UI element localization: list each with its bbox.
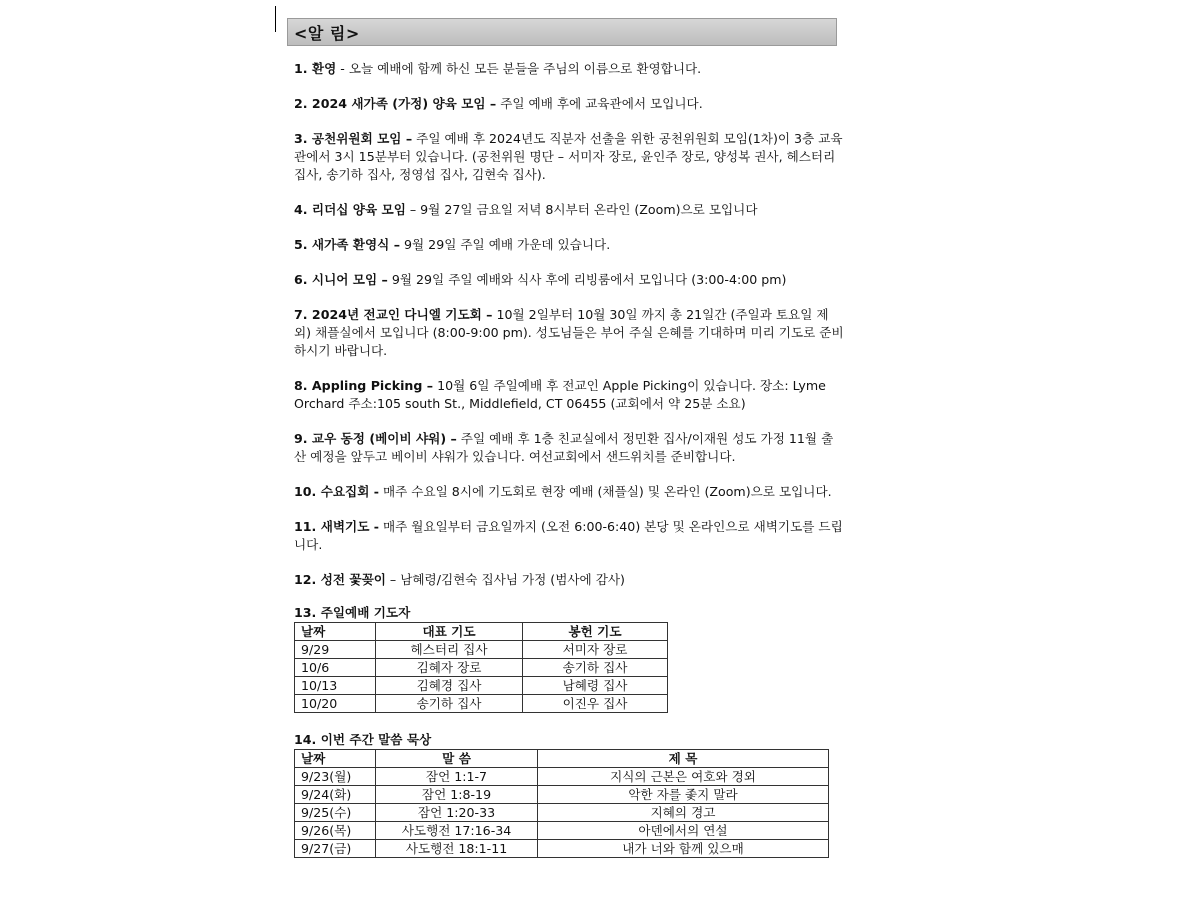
table-cell[interactable]: 잠언 1:20-33 [376, 804, 538, 822]
table-header-cell[interactable]: 날짜 [295, 623, 376, 641]
table-cell[interactable]: 9/26(목) [295, 822, 376, 840]
table-cell[interactable]: 송기하 집사 [523, 659, 668, 677]
prayer-table[interactable] [294, 622, 668, 713]
table-cell[interactable]: 잠언 1:1-7 [376, 768, 538, 786]
notice-item[interactable] [294, 60, 844, 78]
notice-item-body: - 오늘 예배에 함께 하신 모든 분들을 주님의 이름으로 환영합니다. [336, 61, 702, 76]
table-header-cell[interactable]: 말 씀 [376, 750, 538, 768]
notice-item-body: 매주 월요일부터 금요일까지 (오전 6:00-6:40) 본당 및 온라인으로 새벽기도를 드립니다. [294, 519, 843, 552]
table-cell[interactable]: 10/6 [295, 659, 376, 677]
table-header-row [295, 623, 668, 641]
table-cell[interactable]: 악한 자를 좇지 말라 [538, 786, 829, 804]
table-header-cell[interactable]: 봉헌 기도 [523, 623, 668, 641]
table-cell[interactable]: 9/27(금) [295, 840, 376, 858]
table-cell[interactable]: 지혜의 경고 [538, 804, 829, 822]
notice-item-body: 매주 수요일 8시에 기도회로 현장 예배 (채플실) 및 온라인 (Zoom)으로 모입니다. [378, 484, 832, 499]
table-cell[interactable]: 9/29 [295, 641, 376, 659]
table-cell[interactable]: 김혜경 집사 [376, 677, 523, 695]
table-row [295, 786, 829, 804]
table-cell[interactable]: 9/23(월) [295, 768, 376, 786]
notice-item-head: 2. 2024 새가족 (가정) 양육 모임 – [294, 96, 497, 111]
table-cell[interactable]: 지식의 근본은 여호와 경외 [538, 768, 829, 786]
notice-item[interactable] [294, 571, 844, 589]
prayer-table-title[interactable]: 13. 주일예배 기도자 [294, 605, 411, 620]
notice-item-body: 10월 6일 주일예배 후 전교인 Apple Picking이 있습니다. 장소: Lyme Orchard 주소:105 south St., Middlefield, CT 06455 (교회에서 약 25분 소요) [294, 378, 826, 411]
table-cell[interactable]: 내가 너와 함께 있으매 [538, 840, 829, 858]
table-row [295, 768, 829, 786]
notice-item-body: 9월 29일 주일 예배 가운데 있습니다. [400, 237, 611, 252]
notice-item[interactable] [294, 518, 844, 554]
table-cell[interactable]: 사도행전 18:1-11 [376, 840, 538, 858]
table-cell[interactable]: 이진우 집사 [523, 695, 668, 713]
meditation-table-title[interactable]: 14. 이번 주간 말씀 묵상 [294, 732, 432, 747]
table-row [295, 822, 829, 840]
notice-item-body: 10월 2일부터 10월 30일 까지 총 21일간 (주일과 토요일 제외) 채플실에서 모입니다 (8:00-9:00 pm). 성도님들은 부어 주실 은혜를 기대하며 미리 기도로 준비하시기 바랍니다. [294, 307, 844, 358]
table-cell[interactable]: 헤스터리 집사 [376, 641, 523, 659]
notice-item-head: 9. 교우 동정 (베이비 샤워) – [294, 431, 457, 446]
notice-item-head: 10. 수요집회 - [294, 484, 379, 499]
table-header-cell[interactable]: 제 목 [538, 750, 829, 768]
table-row [295, 677, 668, 695]
notice-item-head: 11. 새벽기도 - [294, 519, 379, 534]
table-cell[interactable]: 남혜령 집사 [523, 677, 668, 695]
notice-item-body: 9월 29일 주일 예배와 식사 후에 리빙룸에서 모입니다 (3:00-4:00 pm) [387, 272, 787, 287]
notice-item-head: 3. 공천위원회 모임 – [294, 131, 413, 146]
notice-item[interactable] [294, 306, 844, 360]
text-cursor [275, 6, 276, 32]
notice-item[interactable] [294, 483, 844, 501]
notice-item-head: 8. Appling Picking – [294, 378, 434, 393]
table-row [295, 840, 829, 858]
table-header-cell[interactable]: 대표 기도 [376, 623, 523, 641]
table-cell[interactable]: 10/20 [295, 695, 376, 713]
table-cell[interactable]: 김혜자 장로 [376, 659, 523, 677]
notice-item-body: 주일 예배 후 2024년도 직분자 선출을 위한 공천위원회 모임(1차)이 3층 교육관에서 3시 15분부터 있습니다. (공천위원 명단 – 서미자 장로, 윤인주 장로, 양성복 권사, 헤스터리 집사, 송기하 집사, 정영섭 집사, 김현숙 집사). [294, 131, 843, 182]
notice-item[interactable] [294, 377, 844, 413]
notice-item-body: – 9월 27일 금요일 저녁 8시부터 온라인 (Zoom)으로 모입니다 [405, 202, 758, 217]
table-cell[interactable]: 잠언 1:8-19 [376, 786, 538, 804]
notice-item-body: 주일 예배 후 1층 친교실에서 정민환 집사/이재원 성도 가정 11월 출산 예정을 앞두고 베이비 샤워가 있습니다. 여선교회에서 샌드위치를 준비합니다. [294, 431, 834, 464]
notice-item-head: 4. 리더십 양육 모임 [294, 202, 406, 217]
notice-item-body: – 남혜령/김현숙 집사님 가정 (범사에 감사) [385, 572, 625, 587]
table-row [295, 641, 668, 659]
notice-item[interactable] [294, 430, 844, 466]
notice-item-head: 1. 환영 [294, 61, 337, 76]
table-header-row [295, 750, 829, 768]
table-cell[interactable]: 아덴에서의 연설 [538, 822, 829, 840]
notice-item[interactable] [294, 95, 844, 113]
table-cell[interactable]: 서미자 장로 [523, 641, 668, 659]
table-cell[interactable]: 10/13 [295, 677, 376, 695]
notice-list [287, 60, 844, 858]
table-row [295, 804, 829, 822]
document-page [287, 18, 847, 858]
notice-item[interactable] [294, 271, 844, 289]
notice-item-head: 5. 새가족 환영식 – [294, 237, 400, 252]
notice-item[interactable] [294, 130, 844, 184]
meditation-table[interactable] [294, 749, 829, 858]
table-header-cell[interactable]: 날짜 [295, 750, 376, 768]
table-cell[interactable]: 9/24(화) [295, 786, 376, 804]
notice-header-bar [287, 18, 837, 46]
table-cell[interactable]: 송기하 집사 [376, 695, 523, 713]
notice-item-head: 12. 성전 꽃꽂이 [294, 572, 386, 587]
table-row [295, 695, 668, 713]
table-cell[interactable]: 9/25(수) [295, 804, 376, 822]
notice-item-body: 주일 예배 후에 교육관에서 모입니다. [496, 96, 703, 111]
notice-item-head: 7. 2024년 전교인 다니엘 기도회 – [294, 307, 493, 322]
notice-item-head: 6. 시니어 모임 – [294, 272, 388, 287]
notice-item[interactable] [294, 236, 844, 254]
table-row [295, 659, 668, 677]
table-cell[interactable]: 사도행전 17:16-34 [376, 822, 538, 840]
notice-item[interactable] [294, 201, 844, 219]
notice-title[interactable]: <알 림> [294, 23, 360, 43]
